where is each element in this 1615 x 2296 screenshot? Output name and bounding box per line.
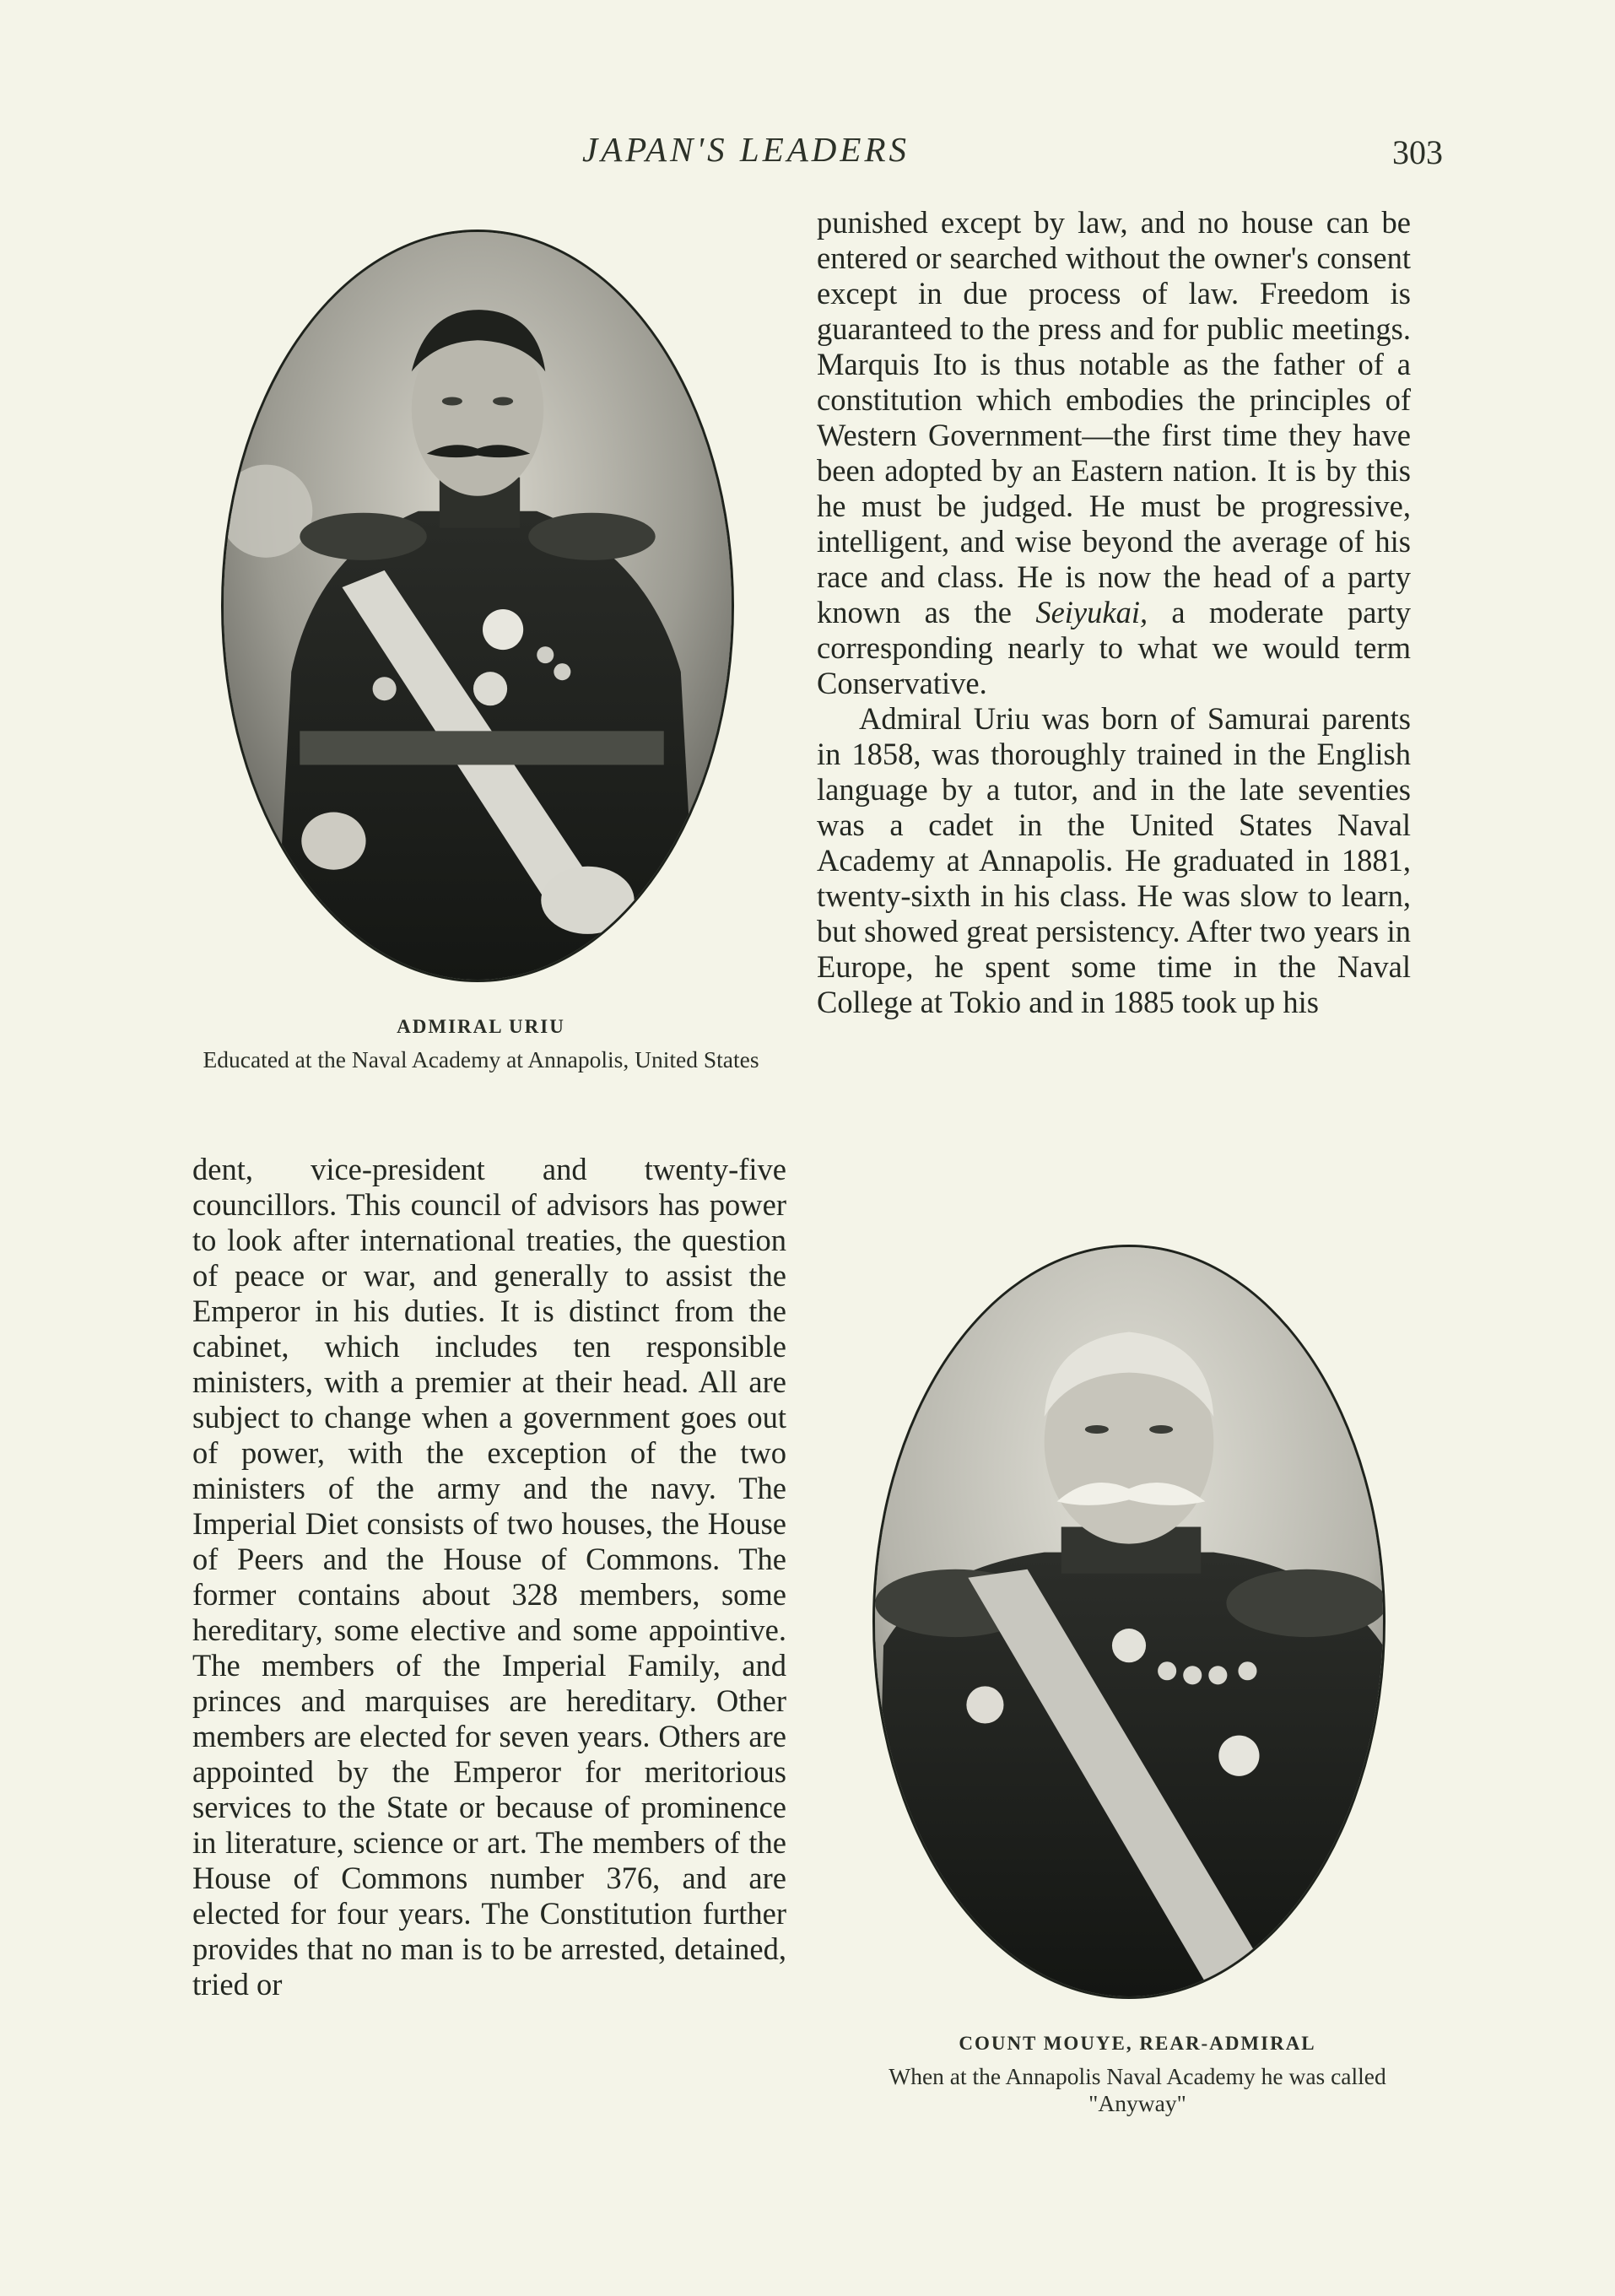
paragraph-text: punished except by law, and no house can be entered or searched without the owner's consent except in due process of law. Freedom is guaranteed to the press and for public meetings. Marquis Ito is thus notable as the father of a constitution which embodies the principles of Western Government—the first time they have been adopted by an Eastern nation. It is by this he must be judged. He must be progressive, intelligent, and wise beyond the average of his race and class. He is now the head of a party known as the xyxy=(817,205,1411,629)
paragraph-text: a moderate party corresponding nearly to what we would term Conservative. xyxy=(817,595,1412,700)
caption-description: Educated at the Naval Academy at Annapolis, United States xyxy=(203,1046,759,1072)
left-column-text xyxy=(192,1152,786,2002)
portrait-uriu-photo xyxy=(224,232,732,980)
caption-admiral-uriu xyxy=(186,1016,776,1073)
caption-count-mouye xyxy=(842,2033,1433,2117)
portrait-admiral-uriu xyxy=(221,230,734,982)
paragraph-constitution xyxy=(817,205,1411,701)
caption-description: When at the Annapolis Naval Academy he was called "Anyway" xyxy=(889,2063,1386,2116)
running-title: JAPAN'S LEADERS xyxy=(582,130,910,169)
caption-name: COUNT MOUYE, REAR-ADMIRAL xyxy=(959,2033,1316,2054)
party-name-italic: Seiyukai, xyxy=(1035,595,1148,629)
caption-name: ADMIRAL URIU xyxy=(397,1016,565,1037)
page-number: 303 xyxy=(1392,133,1443,171)
paragraph-council: dent, vice-president and twenty-five councillors. This council of advisors has power to look after international treaties, the question of peace or war, and generally to assist the Emperor in his duties. It is distinct from the cabinet, which includes ten responsible ministers, with a premier at their head. All are subject to change when a government goes out of power, with the exception of the two ministers of the army and the navy. The Imperial Diet consists of two houses, the House of Peers and the House of Commons. The former contains about 328 members, some hereditary, some elective and some appointive. The members of the Imperial Family, and princes and marquises are hereditary. Other members are elected for seven years. Others are appointed by the Emperor for meritorious services to the State or because of prominence in literature, science or art. The members of the House of Commons number 376, and are elected for four years. The Constitution further provides that no man is to be arrested, detained, tried or xyxy=(192,1152,786,2002)
paragraph-admiral-uriu: Admiral Uriu was born of Samurai parents in 1858, was thoroughly trained in the English language by a tutor, and in the late seventies was a cadet in the United States Naval Academy at Annapolis. He graduated in 1881, twenty-sixth in his class. He was slow to learn, but showed great persistency. After two years in Europe, he spent some time in the Naval College at Tokio and in 1885 took up his xyxy=(817,701,1411,1019)
portrait-count-mouye xyxy=(872,1245,1385,1999)
portrait-mouye-photo xyxy=(875,1247,1383,1996)
right-column-text xyxy=(817,205,1411,1020)
